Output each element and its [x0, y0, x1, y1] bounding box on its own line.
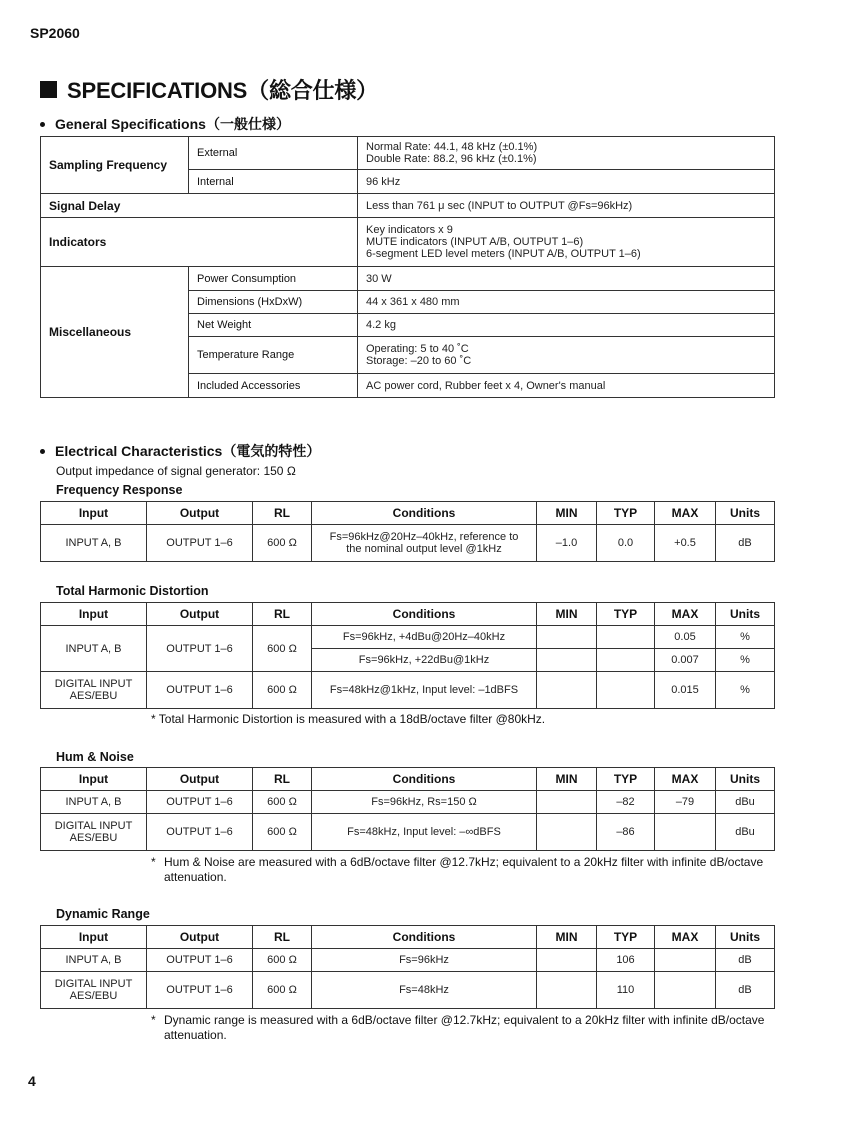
freq-response-title: Frequency Response	[56, 483, 183, 497]
col-conditions: Conditions	[312, 502, 537, 525]
cell-units: %	[716, 672, 775, 709]
col-min: MIN	[537, 926, 597, 949]
dynamic-range-title: Dynamic Range	[56, 907, 150, 921]
page-title-text: SPECIFICATIONS（総合仕様）	[67, 78, 378, 103]
col-typ: TYP	[597, 603, 655, 626]
dynamic-range-footnote: Dynamic range is measured with a 6dB/octave filter @12.7kHz; equivalent to a 20kHz filter with infinite dB/octave attenuation.	[164, 1013, 765, 1042]
cell-output: OUTPUT 1–6	[147, 972, 253, 1009]
cell-min	[537, 791, 597, 814]
general-spec-heading	[40, 114, 290, 134]
table-row	[41, 972, 775, 1009]
col-input: Input	[41, 502, 147, 525]
col-units: Units	[716, 502, 775, 525]
cell-min	[537, 949, 597, 972]
temperature-value: Operating: 5 to 40 ˚C Storage: –20 to 60 ˚C	[358, 337, 775, 374]
cell-input: INPUT A, B	[41, 525, 147, 562]
cell-typ: –86	[597, 814, 655, 851]
col-conditions: Conditions	[312, 926, 537, 949]
col-conditions: Conditions	[312, 768, 537, 791]
cell-conditions: Fs=48kHz, Input level: –∞dBFS	[312, 814, 537, 851]
cell-typ: 110	[597, 972, 655, 1009]
table-row	[41, 672, 775, 709]
cell-min	[537, 626, 597, 649]
cell-input: INPUT A, B	[41, 626, 147, 672]
col-max: MAX	[655, 603, 716, 626]
bullet-icon	[40, 122, 45, 127]
col-rl: RL	[253, 603, 312, 626]
cell-output: OUTPUT 1–6	[147, 672, 253, 709]
col-min: MIN	[537, 768, 597, 791]
cell-units: %	[716, 626, 775, 649]
table-row	[41, 814, 775, 851]
cell-typ	[597, 649, 655, 672]
impedance-note: Output impedance of signal generator: 150 Ω	[56, 464, 296, 478]
col-units: Units	[716, 603, 775, 626]
cell-conditions: Fs=48kHz@1kHz, Input level: –1dBFS	[312, 672, 537, 709]
page-number: 4	[28, 1073, 36, 1089]
electrical-heading-text: Electrical Characteristics（電気的特性）	[55, 443, 321, 459]
electrical-heading	[40, 441, 320, 461]
cell-output: OUTPUT 1–6	[147, 791, 253, 814]
cell-max: 0.007	[655, 649, 716, 672]
hum-noise-footnote-star: *	[151, 855, 156, 869]
hum-noise-footnote: Hum & Noise are measured with a 6dB/octave filter @12.7kHz; equivalent to a 20kHz filter with infinite dB/octave attenuation.	[164, 855, 764, 884]
cell-input: DIGITAL INPUT AES/EBU	[41, 972, 147, 1009]
signal-delay-value: Less than 761 μ sec (INPUT to OUTPUT @Fs=96kHz)	[358, 194, 775, 218]
thd-title: Total Harmonic Distortion	[56, 584, 209, 598]
cell-min: –1.0	[537, 525, 597, 562]
col-typ: TYP	[597, 768, 655, 791]
cell-typ	[597, 626, 655, 649]
sampling-label: Sampling Frequency	[41, 137, 189, 194]
cell-output: OUTPUT 1–6	[147, 626, 253, 672]
bullet-icon	[40, 449, 45, 454]
col-output: Output	[147, 768, 253, 791]
thd-table	[40, 602, 775, 709]
hum-noise-table	[40, 767, 775, 851]
cell-output: OUTPUT 1–6	[147, 814, 253, 851]
col-rl: RL	[253, 502, 312, 525]
cell-rl: 600 Ω	[253, 791, 312, 814]
col-output: Output	[147, 926, 253, 949]
cell-conditions: Fs=96kHz, +22dBu@1kHz	[312, 649, 537, 672]
cell-units: dB	[716, 972, 775, 1009]
signal-delay-label: Signal Delay	[41, 194, 358, 218]
col-max: MAX	[655, 926, 716, 949]
accessories-label: Included Accessories	[189, 374, 358, 398]
cell-rl: 600 Ω	[253, 626, 312, 672]
square-bullet-icon	[40, 81, 57, 98]
cell-typ: 106	[597, 949, 655, 972]
table-row	[41, 949, 775, 972]
temperature-label: Temperature Range	[189, 337, 358, 374]
freq-response-table	[40, 501, 775, 562]
col-input: Input	[41, 926, 147, 949]
cell-input: INPUT A, B	[41, 949, 147, 972]
cell-rl: 600 Ω	[253, 525, 312, 562]
cell-conditions: Fs=96kHz, Rs=150 Ω	[312, 791, 537, 814]
thd-footnote: * Total Harmonic Distortion is measured with a 18dB/octave filter @80kHz.	[151, 712, 546, 726]
cell-max: 0.05	[655, 626, 716, 649]
cell-max: 0.015	[655, 672, 716, 709]
external-value: Normal Rate: 44.1, 48 kHz (±0.1%) Double Rate: 88.2, 96 kHz (±0.1%)	[358, 137, 775, 170]
dynamic-range-footnote-star: *	[151, 1013, 156, 1027]
cell-units: dB	[716, 949, 775, 972]
col-output: Output	[147, 603, 253, 626]
indicators-label: Indicators	[41, 218, 358, 267]
cell-max	[655, 949, 716, 972]
col-units: Units	[716, 768, 775, 791]
col-min: MIN	[537, 603, 597, 626]
cell-input: INPUT A, B	[41, 791, 147, 814]
external-label: External	[189, 137, 358, 170]
cell-min	[537, 972, 597, 1009]
col-typ: TYP	[597, 926, 655, 949]
dimensions-label: Dimensions (HxDxW)	[189, 291, 358, 314]
cell-max: –79	[655, 791, 716, 814]
general-spec-heading-text: General Specifications（一般仕様）	[55, 116, 290, 132]
cell-units: %	[716, 649, 775, 672]
internal-value: 96 kHz	[358, 170, 775, 194]
page-title	[40, 74, 378, 105]
col-units: Units	[716, 926, 775, 949]
col-typ: TYP	[597, 502, 655, 525]
cell-units: dBu	[716, 814, 775, 851]
cell-min	[537, 672, 597, 709]
cell-conditions: Fs=48kHz	[312, 972, 537, 1009]
cell-typ: –82	[597, 791, 655, 814]
cell-input: DIGITAL INPUT AES/EBU	[41, 672, 147, 709]
cell-max: +0.5	[655, 525, 716, 562]
model-name: SP2060	[30, 25, 80, 41]
cell-rl: 600 Ω	[253, 949, 312, 972]
cell-min	[537, 814, 597, 851]
general-spec-table	[40, 136, 775, 398]
cell-min	[537, 649, 597, 672]
dynamic-range-table	[40, 925, 775, 1009]
hum-noise-title: Hum & Noise	[56, 750, 134, 764]
cell-max	[655, 814, 716, 851]
cell-rl: 600 Ω	[253, 814, 312, 851]
col-input: Input	[41, 603, 147, 626]
cell-rl: 600 Ω	[253, 672, 312, 709]
weight-label: Net Weight	[189, 314, 358, 337]
col-max: MAX	[655, 768, 716, 791]
cell-max	[655, 972, 716, 1009]
cell-conditions: Fs=96kHz@20Hz–40kHz, reference to the nominal output level @1kHz	[312, 525, 537, 562]
table-row	[41, 626, 775, 649]
col-input: Input	[41, 768, 147, 791]
cell-output: OUTPUT 1–6	[147, 525, 253, 562]
table-row	[41, 791, 775, 814]
internal-label: Internal	[189, 170, 358, 194]
col-rl: RL	[253, 768, 312, 791]
power-value: 30 W	[358, 267, 775, 291]
cell-rl: 600 Ω	[253, 972, 312, 1009]
dimensions-value: 44 x 361 x 480 mm	[358, 291, 775, 314]
power-label: Power Consumption	[189, 267, 358, 291]
col-max: MAX	[655, 502, 716, 525]
cell-conditions: Fs=96kHz, +4dBu@20Hz–40kHz	[312, 626, 537, 649]
cell-output: OUTPUT 1–6	[147, 949, 253, 972]
misc-label: Miscellaneous	[41, 267, 189, 398]
cell-units: dB	[716, 525, 775, 562]
cell-conditions: Fs=96kHz	[312, 949, 537, 972]
cell-units: dBu	[716, 791, 775, 814]
cell-input: DIGITAL INPUT AES/EBU	[41, 814, 147, 851]
col-rl: RL	[253, 926, 312, 949]
table-row	[41, 525, 775, 562]
cell-typ	[597, 672, 655, 709]
cell-typ: 0.0	[597, 525, 655, 562]
col-min: MIN	[537, 502, 597, 525]
weight-value: 4.2 kg	[358, 314, 775, 337]
indicators-value: Key indicators x 9 MUTE indicators (INPUT A/B, OUTPUT 1–6) 6-segment LED level meters (INPUT A/B, OUTPUT 1–6)	[358, 218, 775, 267]
accessories-value: AC power cord, Rubber feet x 4, Owner's manual	[358, 374, 775, 398]
col-output: Output	[147, 502, 253, 525]
col-conditions: Conditions	[312, 603, 537, 626]
